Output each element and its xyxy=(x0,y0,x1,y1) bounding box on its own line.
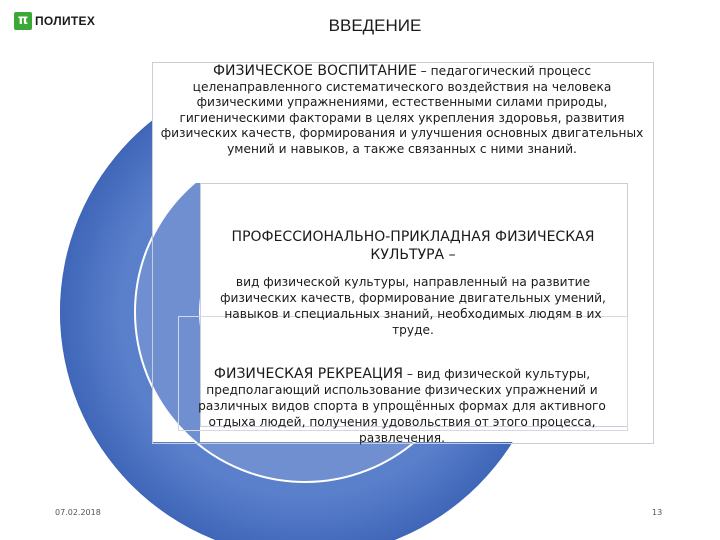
page-number: 13 xyxy=(652,508,663,517)
slide-title: ВВЕДЕНИЕ xyxy=(328,16,422,35)
logo-icon: π xyxy=(14,12,32,30)
definition-professional-applied-culture: вид физической культуры, направленный на развитие физических качеств, формирование двигательных умений, навыков и специальных знаний, необходимых людям в их труде. xyxy=(220,275,606,337)
definition-physical-education xyxy=(152,64,652,157)
term-physical-recreation: ФИЗИЧЕСКАЯ РЕКРЕАЦИЯ xyxy=(213,366,403,382)
definition-physical-recreation xyxy=(180,366,624,446)
definition-text: целенаправленного систематического воздействия на человека физическими упражнениями, естественными силами природы, гигиеническими факторами в целях укрепления здоровья, развития физических качеств, формирования и улучшения основных двигательных умений и навыков, а также связанных с ними знаний. xyxy=(160,79,644,156)
footer-date: 07.02.2018 xyxy=(55,508,101,517)
term-physical-education: ФИЗИЧЕСКОЕ ВОСПИТАНИЕ xyxy=(212,63,417,79)
definition-text: предполагающий использование физических упражнений и различных видов спорта в упрощённых формах для активного отдыха людей, получения удовольствия от этого процесса, развлечения. xyxy=(198,383,606,445)
definition-lead: – вид физической культуры, xyxy=(402,367,591,381)
term-professional-applied-culture: ПРОФЕССИОНАЛЬНО-ПРИКЛАДНАЯ ФИЗИЧЕСКАЯ КУЛЬТУРА – xyxy=(231,229,595,263)
logo-text: ПОЛИТЕХ xyxy=(35,14,96,28)
definition-lead: – педагогический процесс xyxy=(416,64,592,78)
